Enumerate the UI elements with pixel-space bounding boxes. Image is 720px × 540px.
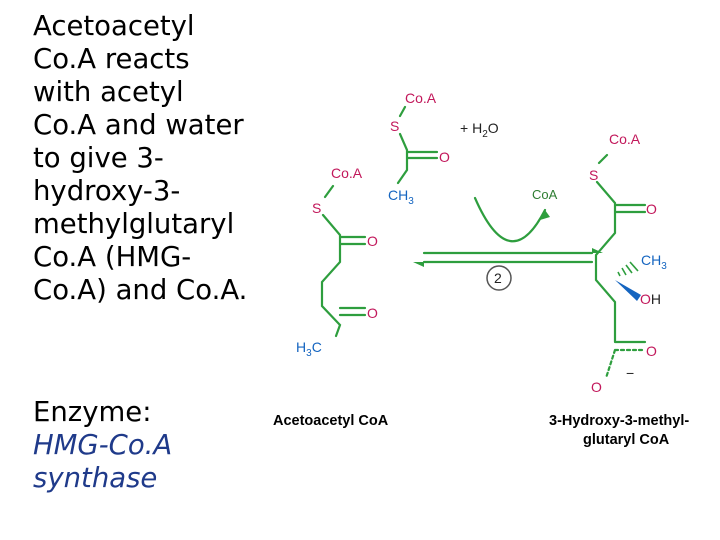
hmg-o-atom-1: O: [646, 201, 657, 217]
hmg-o-minus-atom: O: [591, 379, 602, 395]
enzyme-name-line: synthase: [33, 462, 158, 494]
description-line: Co.A (HMG-: [33, 241, 192, 273]
description-line: methylglutaryl: [33, 208, 235, 240]
hashed-bond: [618, 262, 638, 276]
description-line: Co.A) and Co.A.: [33, 274, 248, 306]
description-line: Co.A and water: [33, 109, 244, 141]
acetyl-coa-label: Co.A: [405, 90, 437, 106]
hmg-coa-caption-line1: 3-Hydroxy-3-methyl-: [549, 413, 690, 429]
reverse-arrowhead: [413, 262, 424, 267]
acetoacetyl-coa-caption: Acetoacetyl CoA: [273, 413, 389, 429]
enzyme-label: Enzyme:: [33, 396, 152, 428]
acetyl-ch3: $CH_3$: [388, 187, 414, 207]
hmg-coa-bonds: [596, 155, 645, 342]
hmg-ch3: $CH_3$: [641, 252, 667, 272]
negative-charge: −: [626, 365, 635, 381]
hmg-s-atom: S: [589, 167, 599, 183]
enzyme-name-line: HMG-Co.A: [33, 429, 173, 461]
acetoacetyl-coa-label: Co.A: [331, 165, 363, 181]
hmg-o-atom-2: O: [646, 343, 657, 359]
acetoacetyl-s-atom: S: [312, 200, 322, 216]
acetoacetyl-o-atom-2: O: [367, 305, 378, 321]
description-line: Acetoacetyl: [33, 10, 195, 42]
wedge-bond: [615, 280, 641, 301]
description-line: hydroxy-3-: [33, 175, 181, 207]
coa-released-label: CoA: [532, 187, 558, 202]
coa-release-curve: [475, 198, 545, 241]
acetoacetyl-coa-bonds: [322, 186, 365, 336]
acetyl-coa-bonds: [398, 107, 437, 183]
acetoacetyl-o-atom-1: O: [367, 233, 378, 249]
hmg-oh: OH: [640, 291, 662, 307]
description-line: to give 3-: [33, 142, 164, 174]
description-line: with acetyl: [33, 76, 184, 108]
step-number: 2: [494, 270, 502, 286]
description-line: Co.A reacts: [33, 43, 190, 75]
plus-water: + $H_2O$: [460, 120, 499, 140]
acetyl-o-atom: O: [439, 149, 450, 165]
hmg-coa-caption-line2: glutaryl CoA: [583, 432, 670, 448]
acetyl-s-atom: S: [390, 118, 400, 134]
acetoacetyl-h3c: $H_3C$: [296, 339, 322, 359]
hmg-coa-label: Co.A: [609, 131, 641, 147]
